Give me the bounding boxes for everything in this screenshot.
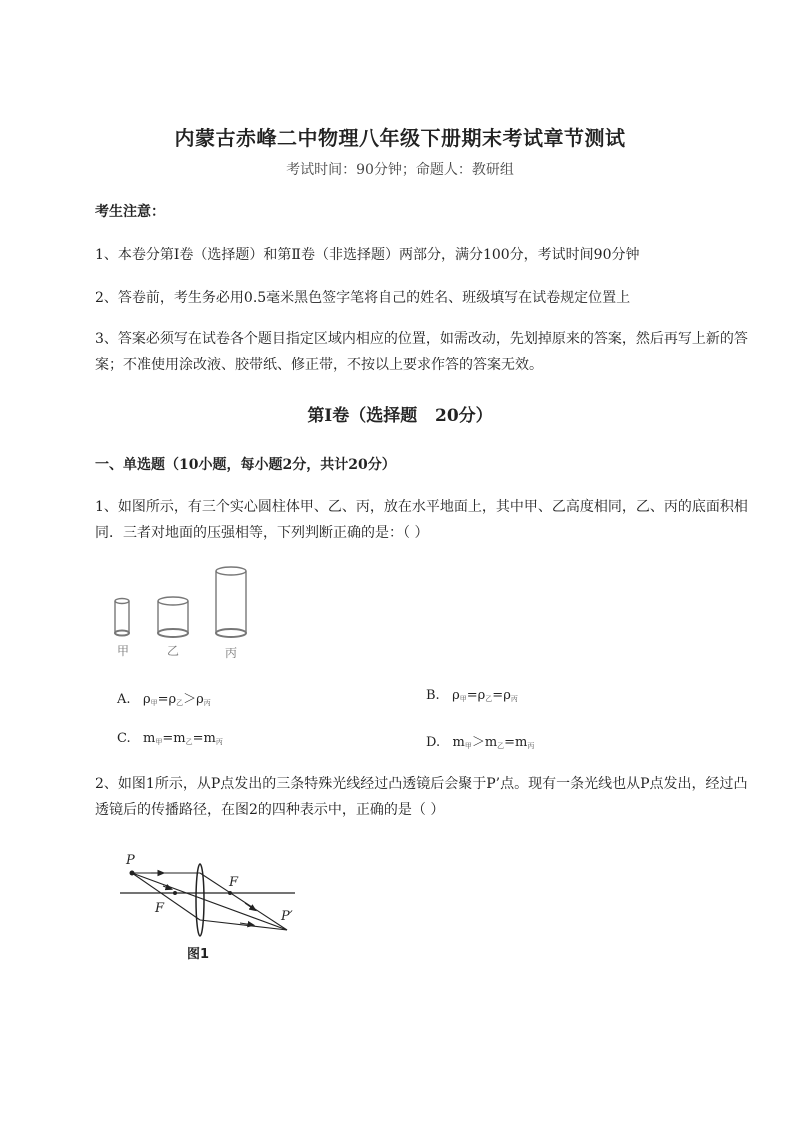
label-p: P: [126, 853, 135, 868]
cylinders-figure: [105, 562, 265, 662]
notice-heading: 考生注意：: [95, 204, 165, 220]
option-d[interactable]: D. $m_甲>m_乙=m_丙$: [426, 735, 535, 750]
part-heading: 一、单选题（10小题，每小题2分，共计20分）: [95, 457, 396, 473]
page-title: 内蒙古赤峰二中物理八年级下册期末考试章节测试: [174, 126, 626, 150]
label-bing: 丙: [225, 646, 238, 660]
option-a[interactable]: A. $\rho_甲=\rho_乙>\rho_丙$: [117, 692, 211, 707]
figure-caption: 图1: [187, 947, 210, 962]
notice-item-2: 2、答卷前，考生务必用0.5毫米黑色签字笔将自己的姓名、班级填写在试卷规定位置上: [95, 290, 631, 306]
label-jia: 甲: [117, 644, 130, 658]
option-c[interactable]: C. $m_甲=m_乙=m_丙$: [117, 731, 223, 746]
label-yi: 乙: [167, 644, 180, 658]
label-f-left: F: [155, 901, 165, 916]
question-1-text: 1、如图所示，有三个实心圆柱体甲、乙、丙，放在水平地面上，其中甲、乙高度相同，乙、丙的底面积相同．三者对地面的压强相等，下列判断正确的是：（ ）: [95, 499, 748, 541]
option-b[interactable]: B. $\rho_甲=\rho_乙=\rho_丙$: [426, 688, 518, 703]
question-2-text: 2、如图1所示，从P点发出的三条特殊光线经过凸透镜后会聚于P’点。现有一条光线也从P点发出，经过凸透镜后的传播路径，在图2的四种表示中，正确的是（ ）: [95, 776, 748, 818]
exam-info: 考试时间：90分钟；命题人：教研组: [286, 162, 514, 178]
label-f-right: F: [229, 875, 239, 890]
notice-item-3: 3、答案必须写在试卷各个题目指定区域内相应的位置，如需改动，先划掉原来的答案，然后再写上新的答案；不准使用涂改液、胶带纸、修正带，不按以上要求作答的答案无效。: [95, 331, 748, 373]
label-p-prime: P′: [281, 909, 293, 924]
section-title: 第I卷（选择题 20分）: [307, 406, 493, 426]
notice-item-1: 1、本卷分第I卷（选择题）和第Ⅱ卷（非选择题）两部分，满分100分，考试时间90分钟: [95, 247, 640, 263]
lens-figure: [115, 848, 305, 968]
